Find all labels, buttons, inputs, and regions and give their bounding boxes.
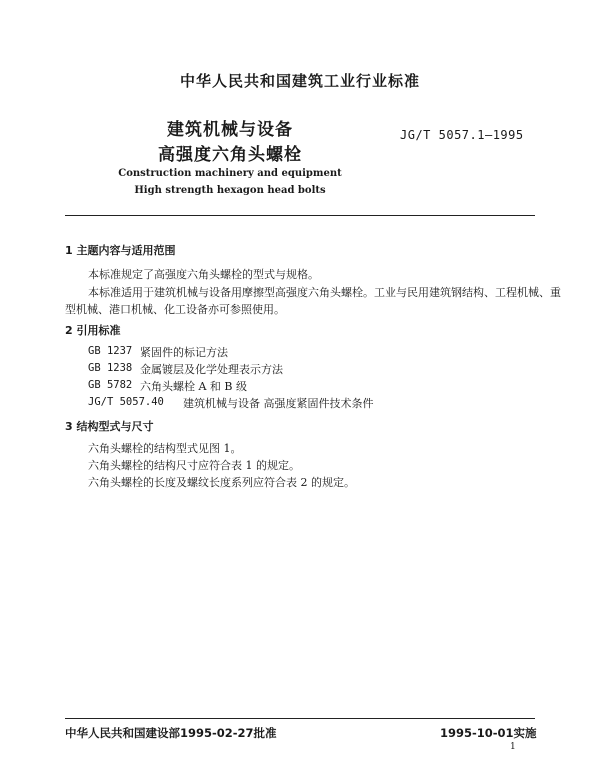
section-3-paragraph-1: 六角头螺栓的结构型式见图 1。 xyxy=(88,442,242,455)
title-chinese-line1: 建筑机械与设备 xyxy=(167,120,293,140)
issuing-organization: 中华人民共和国建筑工业行业标准 xyxy=(179,72,420,90)
reference-title: 六角头螺栓 A 和 B 级 xyxy=(140,380,248,393)
section-1-paragraph-1: 本标准规定了高强度六角头螺栓的型式与规格。 xyxy=(88,268,319,281)
header-divider xyxy=(65,215,535,216)
reference-code: JG/T 5057.40 xyxy=(88,396,164,408)
footer-divider xyxy=(65,718,535,719)
reference-code: GB 1238 xyxy=(88,362,133,374)
title-chinese-line2: 高强度六角头螺栓 xyxy=(158,145,302,165)
reference-title: 紧固件的标记方法 xyxy=(140,346,228,359)
section-3-paragraph-3: 六角头螺栓的长度及螺纹长度系列应符合表 2 的规定。 xyxy=(88,476,355,489)
title-english-line1: Construction machinery and equipment xyxy=(118,168,342,179)
section-1-paragraph-2: 本标准适用于建筑机械与设备用摩擦型高强度六角头螺栓。工业与民用建筑钢结构、工程机械、重 xyxy=(88,286,561,299)
standard-number: JG/T 5057.1—1995 xyxy=(400,128,524,142)
reference-code: GB 1237 xyxy=(88,345,133,357)
title-english-line2: High strength hexagon head bolts xyxy=(134,185,326,196)
reference-code: GB 5782 xyxy=(88,379,133,391)
section-3-paragraph-2: 六角头螺栓的结构尺寸应符合表 1 的规定。 xyxy=(88,459,300,472)
page-number: 1 xyxy=(510,742,516,752)
section-3-heading: 3 结构型式与尺寸 xyxy=(65,420,154,433)
implementation-date: 1995-10-01实施 xyxy=(440,726,537,740)
approval-statement: 中华人民共和国建设部1995-02-27批准 xyxy=(65,726,277,740)
section-1-heading: 1 主题内容与适用范围 xyxy=(65,244,176,257)
reference-title: 金属镀层及化学处理表示方法 xyxy=(140,363,283,376)
section-2-heading: 2 引用标准 xyxy=(65,324,121,337)
reference-title: 建筑机械与设备 高强度紧固件技术条件 xyxy=(183,397,374,410)
section-1-paragraph-3: 型机械、港口机械、化工设备亦可参照使用。 xyxy=(65,303,285,316)
